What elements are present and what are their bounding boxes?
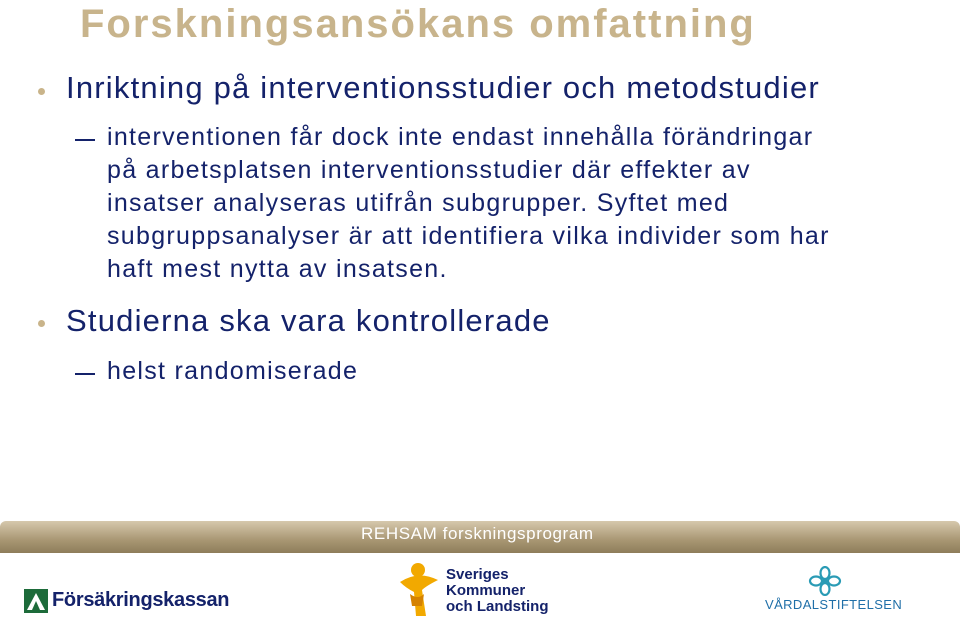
- sub-bullet-text: [107, 121, 830, 286]
- dash-marker: [75, 373, 95, 375]
- skl-line: Kommuner: [446, 582, 526, 599]
- sub-bullet-text: [107, 355, 358, 388]
- bullet-text: Studierna ska vara kontrollerade: [66, 303, 551, 338]
- forsakringskassan-icon: [24, 589, 48, 613]
- skl-figure-icon: [396, 560, 442, 618]
- sub-bullet-line: insatser analyseras utifrån subgrupper. Syftet med: [107, 189, 730, 217]
- sub-bullet-line: haft mest nytta av insatsen.: [107, 255, 448, 283]
- skl-line: Sveriges: [446, 566, 509, 583]
- slide-title: Forskningsansökans omfattning: [80, 2, 756, 46]
- vardal-wordmark: VÅRDALSTIFTELSEN: [765, 597, 903, 612]
- bullet-dot: [38, 320, 45, 327]
- bullet-text: Inriktning på interventionsstudier och metodstudier: [66, 70, 820, 105]
- forsakringskassan-wordmark: Försäkringskassan: [52, 589, 230, 611]
- footer-program-label: REHSAM forskningsprogram: [361, 524, 594, 543]
- sub-bullet-line: subgruppsanalyser är att identifiera vilka individer som har: [107, 222, 830, 250]
- skl-wordmark: [446, 567, 549, 615]
- dash-marker: [75, 139, 95, 141]
- sub-bullet-line: interventionen får dock inte endast innehålla förändringar: [107, 123, 814, 151]
- skl-line: och Landsting: [446, 598, 549, 615]
- bullet-dot: [38, 88, 45, 95]
- sub-bullet-line: på arbetsplatsen interventionsstudier där effekter av: [107, 156, 751, 184]
- sub-bullet-line: helst randomiserade: [107, 357, 359, 385]
- vardal-flower-icon: [808, 566, 842, 596]
